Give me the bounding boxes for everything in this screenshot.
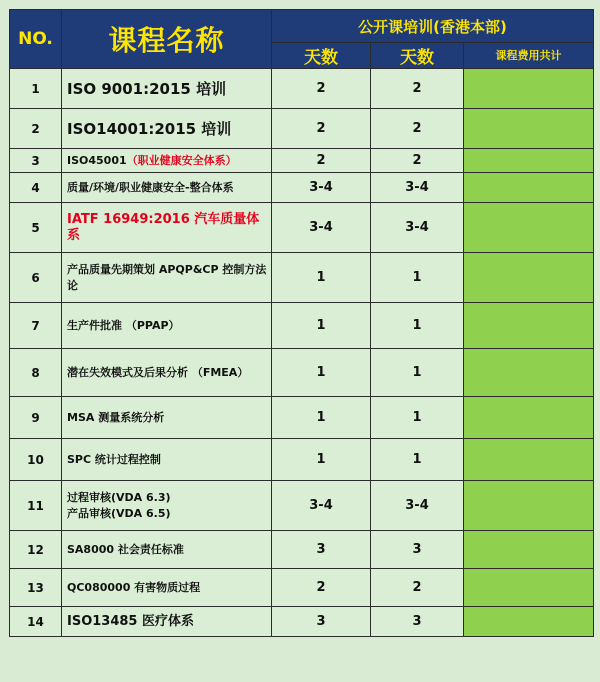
days-value: 2: [371, 69, 464, 109]
fee-cell: [464, 481, 594, 531]
days-value: 1: [272, 397, 371, 439]
table-row: [10, 203, 594, 253]
header-no: NO.: [10, 10, 62, 69]
days-value: 1: [272, 303, 371, 349]
row-number: 5: [10, 203, 62, 253]
header-row-top: [10, 10, 594, 43]
days-value: 1: [371, 349, 464, 397]
fee-cell: [464, 69, 594, 109]
row-number: 10: [10, 439, 62, 481]
table-row: [10, 439, 594, 481]
days-value: 3: [272, 531, 371, 569]
days-value: 2: [371, 149, 464, 173]
fee-cell: [464, 253, 594, 303]
course-name: 产品质量先期策划 APQP&CP 控制方法论: [62, 253, 272, 303]
course-name-main: ISO45001: [67, 153, 127, 167]
table-row: [10, 253, 594, 303]
course-name: ISO 9001:2015 培训: [62, 69, 272, 109]
header-days-2: 天数: [371, 43, 464, 69]
days-value: 2: [272, 69, 371, 109]
fee-cell: [464, 149, 594, 173]
fee-cell: [464, 439, 594, 481]
days-value: 3: [272, 607, 371, 637]
table-row: [10, 303, 594, 349]
course-name-line-2: 产品审核(VDA 6.5): [67, 506, 171, 520]
row-number: 14: [10, 607, 62, 637]
header-public-course: 公开课培训(香港本部): [272, 10, 594, 43]
fee-cell: [464, 303, 594, 349]
course-name: 潜在失效模式及后果分析 （FMEA）: [62, 349, 272, 397]
table-row: [10, 69, 594, 109]
course-name: IATF 16949:2016 汽车质量体系: [62, 203, 272, 253]
course-table: [9, 9, 594, 637]
row-number: 2: [10, 109, 62, 149]
course-name: SA8000 社会责任标准: [62, 531, 272, 569]
row-number: 4: [10, 173, 62, 203]
days-value: 3: [371, 531, 464, 569]
fee-cell: [464, 349, 594, 397]
fee-cell: [464, 531, 594, 569]
fee-cell: [464, 569, 594, 607]
course-name: 生产件批准 （PPAP）: [62, 303, 272, 349]
course-name: [62, 149, 272, 173]
row-number: 12: [10, 531, 62, 569]
course-name: QC080000 有害物质过程: [62, 569, 272, 607]
days-value: 3-4: [371, 173, 464, 203]
days-value: 2: [272, 109, 371, 149]
days-value: 1: [272, 439, 371, 481]
days-value: 1: [272, 253, 371, 303]
days-value: 3-4: [371, 203, 464, 253]
course-name-sub: （职业健康安全体系）: [126, 153, 237, 167]
days-value: 1: [371, 397, 464, 439]
course-name-line-1: 过程审核(VDA 6.3): [67, 490, 171, 504]
table-row: [10, 349, 594, 397]
days-value: 3-4: [371, 481, 464, 531]
row-number: 13: [10, 569, 62, 607]
days-value: 1: [371, 303, 464, 349]
header-course-name: 课程名称: [62, 10, 272, 69]
days-value: 2: [272, 569, 371, 607]
row-number: 11: [10, 481, 62, 531]
header-fee-total: 课程费用共计: [464, 43, 594, 69]
days-value: 3-4: [272, 203, 371, 253]
table-row: [10, 569, 594, 607]
course-name: ISO13485 医疗体系: [62, 607, 272, 637]
days-value: 2: [272, 149, 371, 173]
days-value: 3-4: [272, 481, 371, 531]
course-name: SPC 统计过程控制: [62, 439, 272, 481]
row-number: 3: [10, 149, 62, 173]
course-name: [62, 481, 272, 531]
table-row: [10, 149, 594, 173]
table-row: [10, 397, 594, 439]
fee-cell: [464, 607, 594, 637]
table-row: [10, 109, 594, 149]
table-row: [10, 173, 594, 203]
fee-cell: [464, 397, 594, 439]
days-value: 2: [371, 569, 464, 607]
course-name: MSA 测量系统分析: [62, 397, 272, 439]
days-value: 3: [371, 607, 464, 637]
days-value: 1: [371, 439, 464, 481]
row-number: 8: [10, 349, 62, 397]
table-row: [10, 531, 594, 569]
fee-cell: [464, 173, 594, 203]
fee-cell: [464, 109, 594, 149]
table-row: [10, 607, 594, 637]
course-name: ISO14001:2015 培训: [62, 109, 272, 149]
fee-cell: [464, 203, 594, 253]
row-number: 6: [10, 253, 62, 303]
row-number: 9: [10, 397, 62, 439]
days-value: 1: [371, 253, 464, 303]
course-name: 质量/环境/职业健康安全-整合体系: [62, 173, 272, 203]
days-value: 2: [371, 109, 464, 149]
row-number: 1: [10, 69, 62, 109]
table-row: [10, 481, 594, 531]
days-value: 3-4: [272, 173, 371, 203]
days-value: 1: [272, 349, 371, 397]
header-days-1: 天数: [272, 43, 371, 69]
row-number: 7: [10, 303, 62, 349]
